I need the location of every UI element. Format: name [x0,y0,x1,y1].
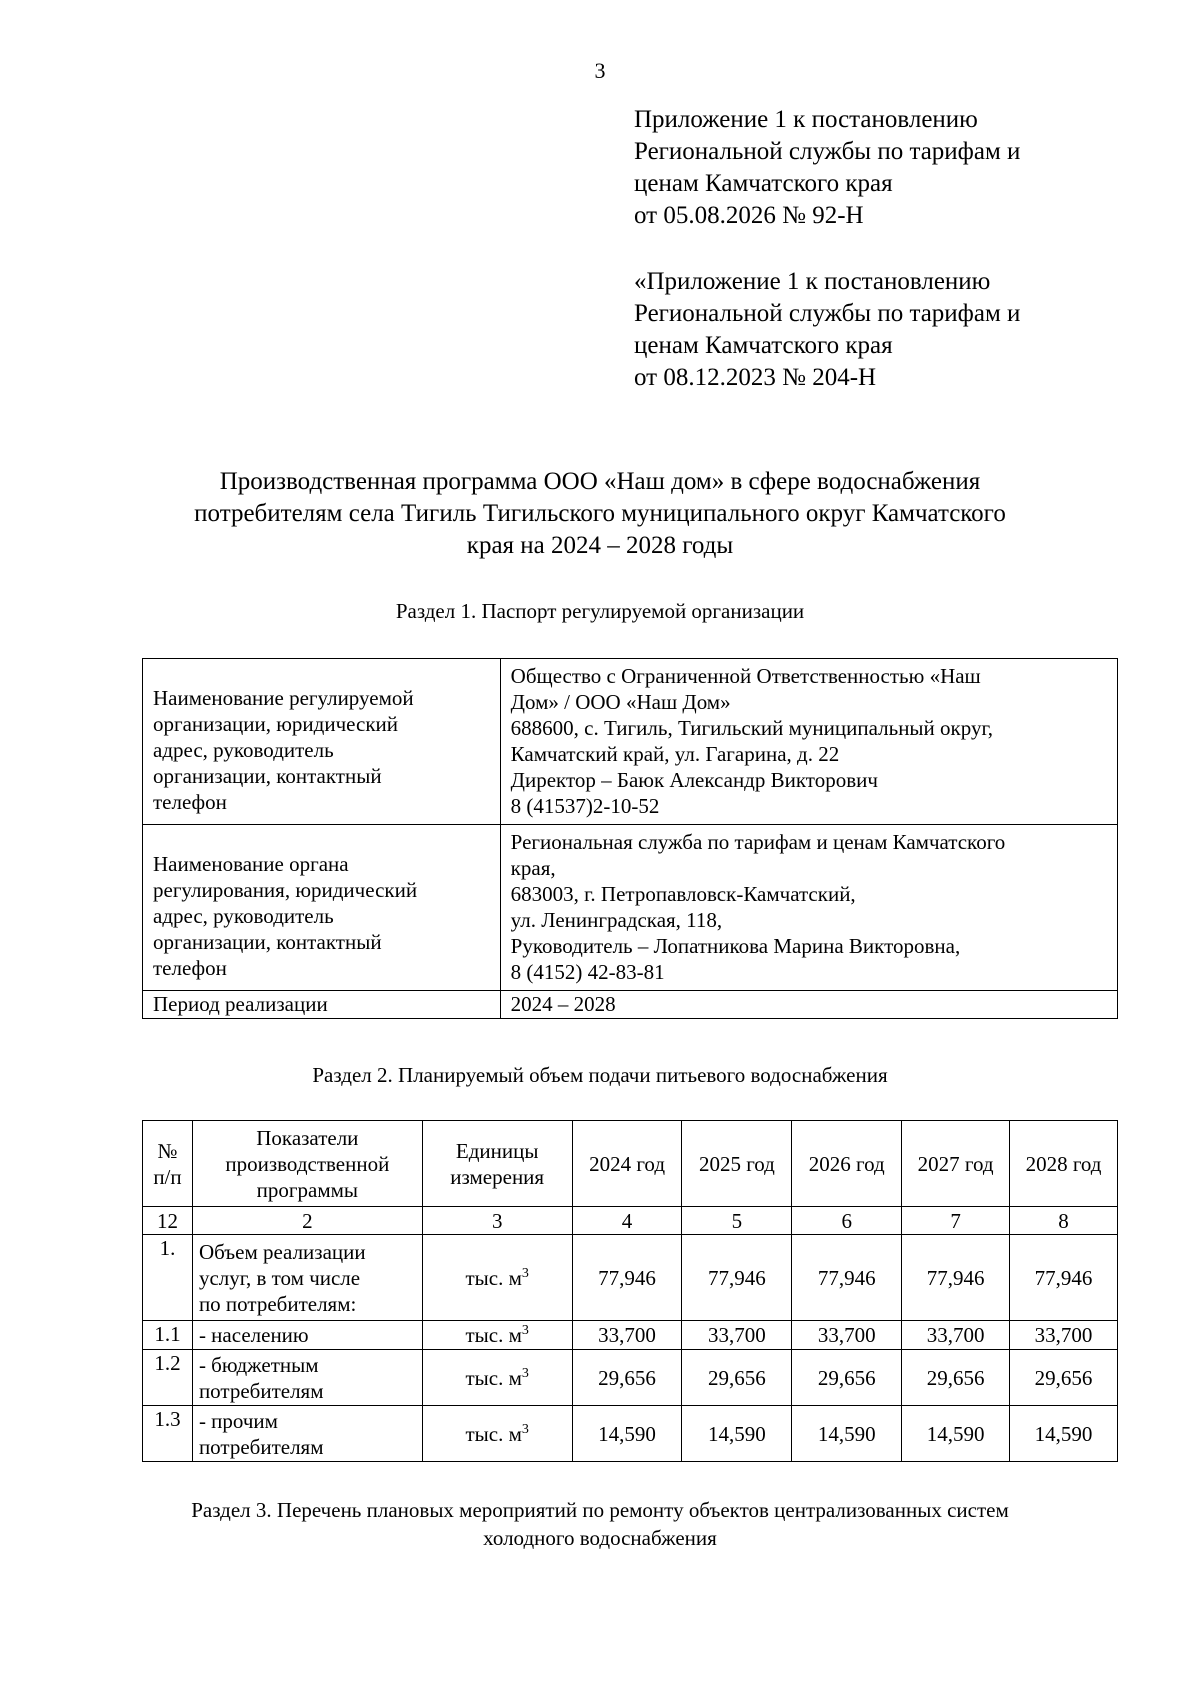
row-unit [422,1321,572,1350]
annex-current-resolution [634,104,1174,232]
row-number: 1.1 [143,1321,193,1350]
heading-line: холодного водоснабжения [483,1526,717,1550]
row-value: 14,590 [572,1406,682,1462]
row-value: 29,656 [682,1350,792,1406]
cell-line: № [157,1138,178,1163]
column-number: 3 [422,1207,572,1235]
header-year: 2024 год [572,1121,682,1207]
header-year: 2026 год [792,1121,902,1207]
page-number: 3 [594,58,606,83]
row-indicator [192,1406,422,1462]
cell-line: регулирования, юридический [153,877,418,902]
table-row [143,1350,1118,1406]
cell-line: адрес, руководитель [153,737,334,762]
cell-line: организации, юридический [153,711,398,736]
cell-line: 683003, г. Петропавловск-Камчатский, [510,882,856,906]
cell-line: организации, контактный [153,929,382,954]
header-indicator [192,1121,422,1207]
unit-text: тыс. м [465,1421,522,1446]
row-indicator [192,1350,422,1406]
column-number: 8 [1010,1207,1118,1235]
cell-line: 8 (41537)2-10-52 [510,794,660,818]
cell-line: телефон [153,955,227,980]
cell-line: потребителям [198,1434,324,1459]
annex-line: Региональной службы по тарифам и [634,300,1021,327]
passport-value [500,991,1117,1019]
cell-line: измерения [450,1164,545,1189]
annex-line: Приложение 1 к постановлению [634,106,978,133]
annex-line: от 05.08.2026 № 92-Н [634,202,864,229]
row-value: 33,700 [572,1321,682,1350]
row-value: 77,946 [792,1235,902,1321]
cell-line: края, [510,856,556,880]
table-row [143,1321,1118,1350]
row-number: 1.2 [143,1350,193,1406]
cell-line: услуг, в том числе [198,1265,361,1290]
row-value: 33,700 [902,1321,1010,1350]
cell-line: производственной [225,1151,390,1176]
cell-line: - прочим [198,1408,278,1433]
header-year: 2025 год [682,1121,792,1207]
cell-line: Единицы [455,1138,539,1163]
row-value: 33,700 [1010,1321,1118,1350]
row-unit [422,1235,572,1321]
unit-superscript: 3 [521,1365,529,1381]
row-value: 14,590 [792,1406,902,1462]
unit-text: тыс. м [465,1265,522,1290]
header-unit [422,1121,572,1207]
cell-line: Показатели [256,1125,359,1150]
section-3-heading [120,1496,1080,1552]
table-row [143,659,1118,825]
cell-line: Директор – Баюк Александр Викторович [510,768,878,792]
column-number: 6 [792,1207,902,1235]
row-value: 33,700 [682,1321,792,1350]
cell-line: Региональная служба по тарифам и ценам Камчатского [510,830,1006,854]
row-value: 29,656 [1010,1350,1118,1406]
passport-table [142,658,1118,1019]
cell-line: п/п [153,1164,182,1189]
row-unit [422,1406,572,1462]
column-number: 12 [143,1207,193,1235]
title-line: края на 2024 – 2028 годы [466,532,734,559]
table-row [143,991,1118,1019]
row-number: 1. [143,1235,193,1321]
cell-line: Наименование органа [153,851,349,876]
cell-line: ул. Ленинградская, 118, [510,908,723,932]
unit-superscript: 3 [521,1323,529,1338]
cell-line: Период реализации [153,992,328,1016]
cell-line: - бюджетным [198,1352,319,1377]
column-number: 2 [192,1207,422,1235]
document-title [120,466,1080,562]
cell-line: Дом» / ООО «Наш Дом» [510,690,731,714]
passport-value [500,825,1117,991]
table-row [143,1235,1118,1321]
column-number: 5 [682,1207,792,1235]
water-volume-table [142,1120,1118,1462]
cell-line: 8 (4152) 42-83-81 [510,960,665,984]
annex-line: Региональной службы по тарифам и [634,138,1021,165]
annex-previous-resolution [634,266,1174,394]
passport-value [500,659,1117,825]
header-year: 2028 год [1010,1121,1118,1207]
cell-line: Объем реализации [198,1239,366,1264]
unit-superscript: 3 [521,1265,529,1281]
cell-line: программы [256,1177,359,1202]
cell-line: Общество с Ограниченной Ответственностью «Наш [510,664,981,688]
table-row [143,1406,1118,1462]
heading-line: Раздел 3. Перечень плановых мероприятий по ремонту объектов централизованных систем [191,1498,1009,1522]
annex-line: ценам Камчатского края [634,332,893,359]
row-value: 29,656 [792,1350,902,1406]
unit-text: тыс. м [465,1323,522,1347]
unit-superscript: 3 [521,1421,529,1437]
cell-line: Наименование регулируемой [153,685,414,710]
row-value: 14,590 [1010,1406,1118,1462]
column-number: 4 [572,1207,682,1235]
column-numbers-row [143,1207,1118,1235]
row-value: 14,590 [902,1406,1010,1462]
cell-line: адрес, руководитель [153,903,334,928]
cell-line: телефон [153,789,227,814]
row-value: 77,946 [1010,1235,1118,1321]
cell-line: Руководитель – Лопатникова Марина Викторовна, [510,934,961,958]
row-indicator [192,1321,422,1350]
row-value: 29,656 [572,1350,682,1406]
row-value: 14,590 [682,1406,792,1462]
annex-line: ценам Камчатского края [634,170,893,197]
column-number: 7 [902,1207,1010,1235]
passport-label [143,825,501,991]
annex-line: от 08.12.2023 № 204-Н [634,364,877,391]
table-header-row [143,1121,1118,1207]
passport-label [143,991,501,1019]
passport-label [143,659,501,825]
cell-line: - населению [198,1323,309,1347]
header-num [143,1121,193,1207]
row-value: 29,656 [902,1350,1010,1406]
row-value: 77,946 [572,1235,682,1321]
cell-line: 2024 – 2028 [510,992,616,1016]
cell-line: организации, контактный [153,763,382,788]
annex-line: «Приложение 1 к постановлению [634,268,991,295]
title-line: Производственная программа ООО «Наш дом» в сфере водоснабжения [219,468,981,495]
row-value: 77,946 [902,1235,1010,1321]
title-line: потребителям села Тигиль Тигильского муниципального округ Камчатского [194,500,1006,527]
row-value: 33,700 [792,1321,902,1350]
unit-text: тыс. м [465,1365,522,1390]
cell-line: 688600, с. Тигиль, Тигильский муниципальный округ, [510,716,993,740]
row-number: 1.3 [143,1406,193,1462]
section-2-heading: Раздел 2. Планируемый объем подачи питьевого водоснабжения [312,1063,888,1087]
row-indicator [192,1235,422,1321]
cell-line: Камчатский край, ул. Гагарина, д. 22 [510,742,840,766]
section-1-heading: Раздел 1. Паспорт регулируемой организации [395,599,805,623]
cell-line: по потребителям: [198,1291,357,1316]
table-row [143,825,1118,991]
row-unit [422,1350,572,1406]
cell-line: потребителям [198,1378,324,1403]
row-value: 77,946 [682,1235,792,1321]
header-year: 2027 год [902,1121,1010,1207]
